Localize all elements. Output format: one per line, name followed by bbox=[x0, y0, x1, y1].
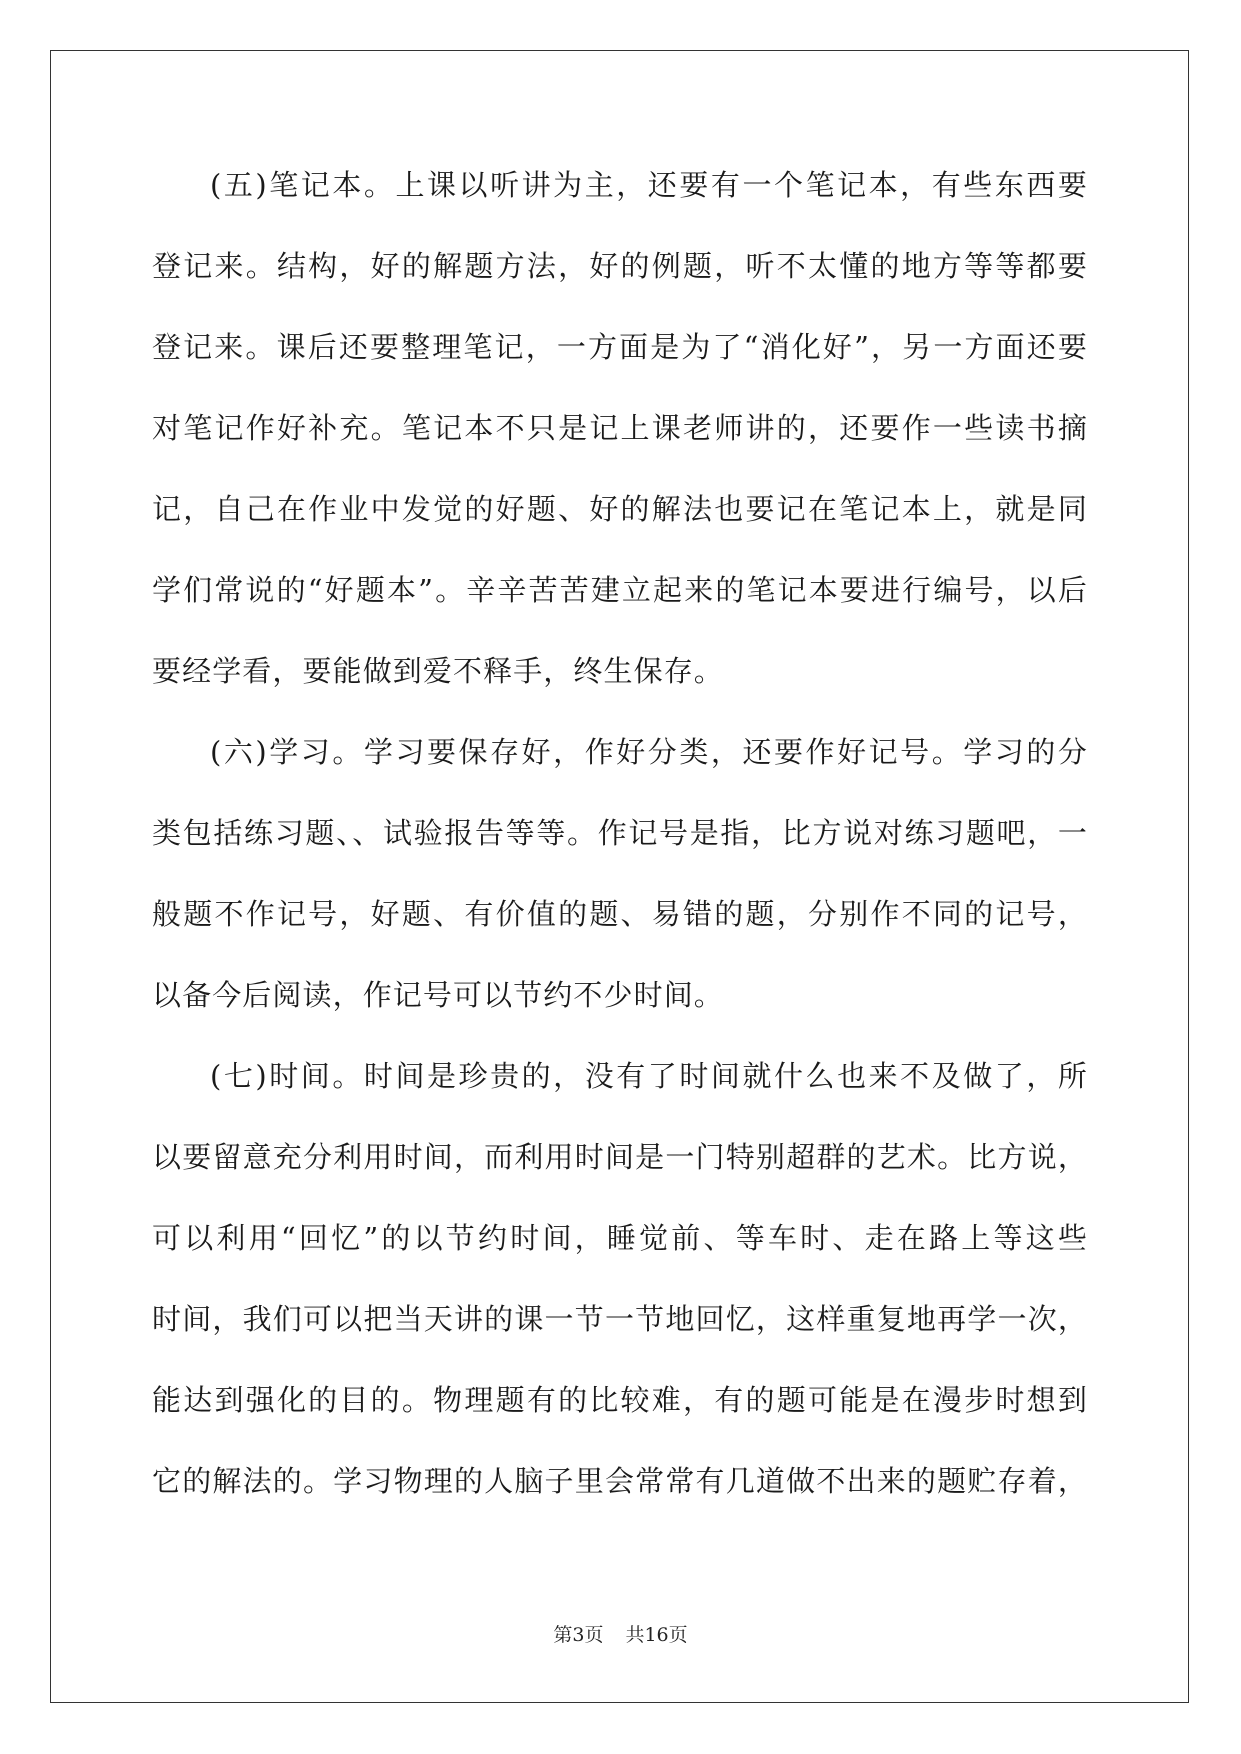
document-body bbox=[152, 160, 1088, 1537]
text-line: 可以利用“回忆”的以节约时间，睡觉前、等车时、走在路上等这些 bbox=[152, 1221, 1088, 1255]
paragraph-notebook bbox=[152, 160, 1088, 727]
text-line: 般题不作记号，好题、有价值的题、易错的题，分别作不同的记号， bbox=[152, 897, 1088, 931]
page-footer bbox=[0, 1620, 1241, 1647]
text-line: 以要留意充分利用时间，而利用时间是一门特别超群的艺术。比方说， bbox=[152, 1140, 1088, 1174]
text-line: (六)学习。学习要保存好，作好分类，还要作好记号。学习的分 bbox=[210, 735, 1088, 769]
paragraph-time bbox=[152, 1051, 1088, 1537]
text-line: 以备今后阅读，作记号可以节约不少时间。 bbox=[152, 978, 724, 1012]
page-number: 第3页 bbox=[553, 1624, 604, 1646]
text-line: 登记来。结构，好的解题方法，好的例题，听不太懂的地方等等都要 bbox=[152, 249, 1088, 283]
text-line: 它的解法的。学习物理的人脑子里会常常有几道做不出来的题贮存着， bbox=[152, 1464, 1088, 1498]
text-line: 记，自己在作业中发觉的好题、好的解法也要记在笔记本上，就是同 bbox=[152, 492, 1088, 526]
text-line: (五)笔记本。上课以听讲为主，还要有一个笔记本，有些东西要 bbox=[210, 168, 1088, 202]
text-line: 类包括练习题、、试验报告等等。作记号是指，比方说对练习题吧，一 bbox=[152, 816, 1088, 850]
text-line: 登记来。课后还要整理笔记，一方面是为了“消化好”，另一方面还要 bbox=[152, 330, 1088, 364]
page-total: 共16页 bbox=[625, 1624, 688, 1646]
text-line: 学们常说的“好题本”。辛辛苦苦建立起来的笔记本要进行编号，以后 bbox=[152, 573, 1088, 607]
text-line: 对笔记作好补充。笔记本不只是记上课老师讲的，还要作一些读书摘 bbox=[152, 411, 1088, 445]
text-line: 时间，我们可以把当天讲的课一节一节地回忆，这样重复地再学一次， bbox=[152, 1302, 1088, 1336]
text-line: 要经学看，要能做到爱不释手，终生保存。 bbox=[152, 654, 724, 688]
text-line: 能达到强化的目的。物理题有的比较难，有的题可能是在漫步时想到 bbox=[152, 1383, 1088, 1417]
text-line: (七)时间。时间是珍贵的，没有了时间就什么也来不及做了，所 bbox=[210, 1059, 1088, 1093]
paragraph-study bbox=[152, 727, 1088, 1051]
